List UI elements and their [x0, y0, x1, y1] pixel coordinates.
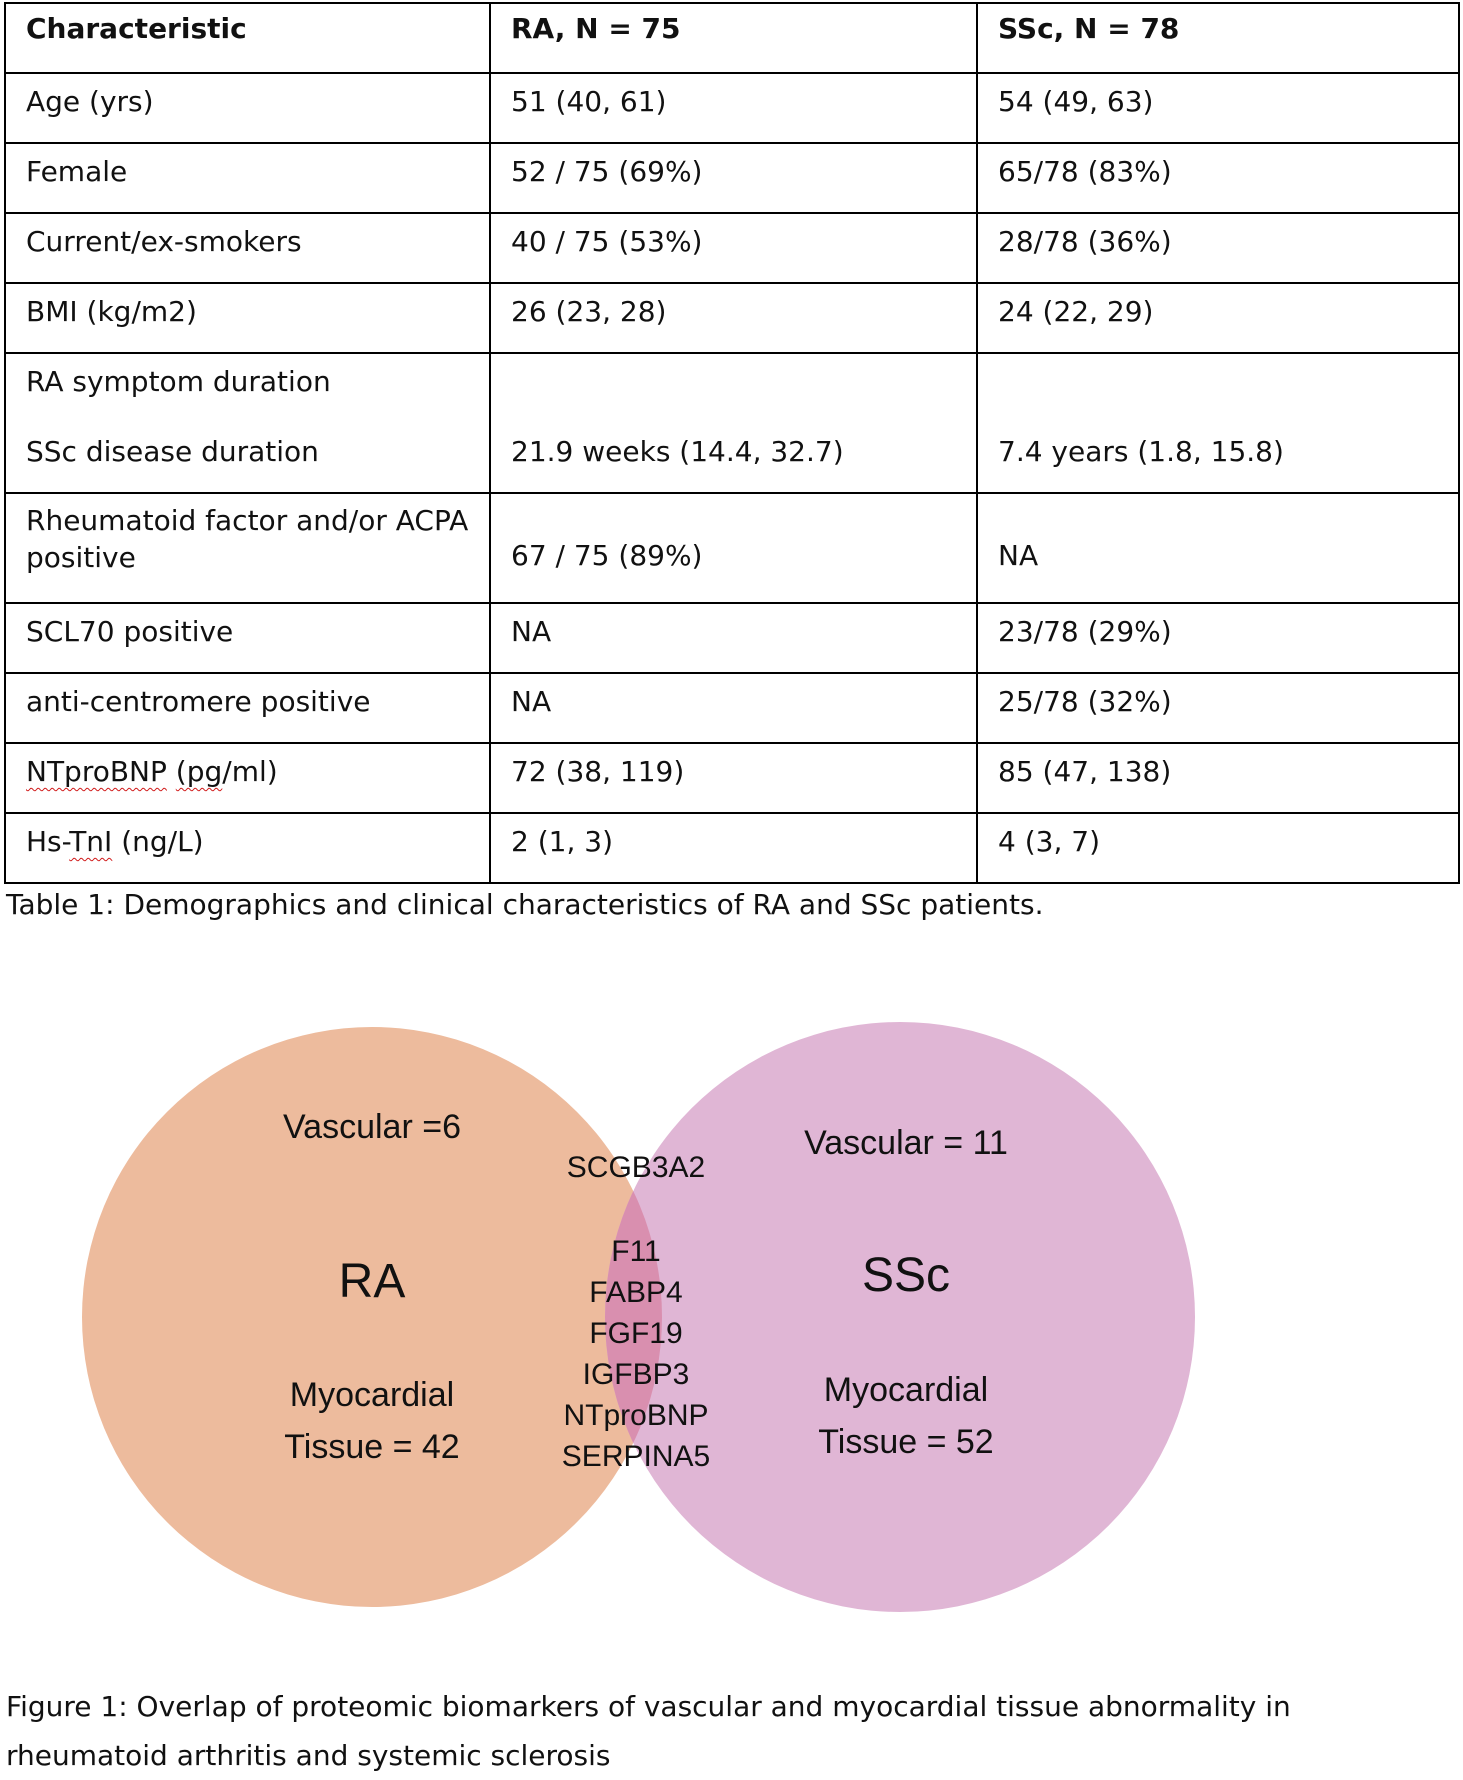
row-label-rest: /ml) [222, 755, 278, 788]
spellcheck-word: NTproBNP [26, 755, 167, 788]
overlap-biomarker: SCGB3A2 [566, 1151, 706, 1184]
row-ssc-value: 24 (22, 29) [977, 283, 1459, 353]
row-ra-value: 72 (38, 119) [490, 743, 977, 813]
table-row [5, 213, 1459, 283]
row-label: anti-centromere positive [5, 673, 490, 743]
header-ra: RA, N = 75 [490, 3, 977, 73]
header-ssc: SSc, N = 78 [977, 3, 1459, 73]
row-ssc-value: 85 (47, 138) [977, 743, 1459, 813]
ra-vascular-count: Vascular =6 [283, 1108, 461, 1146]
row-label-space [167, 755, 176, 788]
characteristics-table [4, 2, 1460, 884]
row-label: SCL70 positive [5, 603, 490, 673]
row-ssc-value: 25/78 (32%) [977, 673, 1459, 743]
row-ra-value [490, 493, 977, 603]
row-ssc-value: 65/78 (83%) [977, 143, 1459, 213]
row-ssc-value [977, 353, 1459, 493]
row-label [5, 353, 490, 493]
row-ssc-value [977, 493, 1459, 603]
overlap-biomarker: F11 [611, 1235, 661, 1268]
ra-myocardial-line2: Tissue = 42 [284, 1428, 460, 1466]
row-ssc-value: 28/78 (36%) [977, 213, 1459, 283]
ssc-title: SSc [861, 1249, 951, 1302]
row-label [5, 493, 490, 603]
figure-caption-line1: Figure 1: Overlap of proteomic biomarkers of vascular and myocardial tissue abnormality in [6, 1690, 1291, 1723]
table-row [5, 603, 1459, 673]
row-label: Age (yrs) [5, 73, 490, 143]
figure-caption-line2: rheumatoid arthritis and systemic sclerosis [6, 1739, 611, 1772]
ssc-myocardial-line2: Tissue = 52 [818, 1423, 994, 1461]
table-caption: Table 1: Demographics and clinical characteristics of RA and SSc patients. [6, 888, 1044, 921]
row-ra-value: 2 (1, 3) [490, 813, 977, 883]
row-ra-value: 26 (23, 28) [490, 283, 977, 353]
row-label-line1: RA symptom duration [26, 365, 331, 398]
header-characteristic: Characteristic [5, 3, 490, 73]
ssc-myocardial-line1: Myocardial [823, 1371, 989, 1409]
row-ra-value: 52 / 75 (69%) [490, 143, 977, 213]
ssc-circle [605, 1022, 1195, 1612]
table-row [5, 673, 1459, 743]
row-ra-text: 67 / 75 (89%) [511, 539, 703, 572]
overlap-biomarker: SERPINA5 [561, 1440, 711, 1473]
ra-title: RA [338, 1255, 406, 1308]
overlap-biomarker: FGF19 [589, 1317, 683, 1350]
venn-diagram [0, 950, 1463, 1670]
table-row [5, 73, 1459, 143]
row-label-line2: SSc disease duration [26, 435, 319, 468]
overlap-biomarker: IGFBP3 [582, 1358, 690, 1391]
row-ra-value: 51 (40, 61) [490, 73, 977, 143]
row-label-line1: Rheumatoid factor and/or ACPA [26, 504, 469, 537]
table-header-row [5, 3, 1459, 73]
row-ssc-value: 4 (3, 7) [977, 813, 1459, 883]
row-ra-text: 21.9 weeks (14.4, 32.7) [511, 435, 844, 468]
table-row [5, 353, 1459, 493]
table-row [5, 743, 1459, 813]
row-ssc-text: NA [998, 539, 1039, 572]
row-ssc-value: 54 (49, 63) [977, 73, 1459, 143]
overlap-biomarker: FABP4 [589, 1276, 683, 1309]
row-label [5, 743, 490, 813]
row-ra-value: NA [490, 603, 977, 673]
ssc-vascular-count: Vascular = 11 [804, 1124, 1008, 1162]
row-label-rest: (ng/L) [112, 825, 204, 858]
row-label-line2: positive [26, 541, 136, 574]
ra-myocardial-line1: Myocardial [289, 1376, 455, 1414]
row-ssc-text: 7.4 years (1.8, 15.8) [998, 435, 1284, 468]
row-label: Current/ex-smokers [5, 213, 490, 283]
row-label: Female [5, 143, 490, 213]
overlap-biomarker: NTproBNP [563, 1399, 709, 1432]
row-label [5, 813, 490, 883]
spellcheck-word: TnI [69, 825, 113, 858]
table-row [5, 143, 1459, 213]
table-row [5, 813, 1459, 883]
row-ra-value: 40 / 75 (53%) [490, 213, 977, 283]
figure-caption [6, 1682, 1446, 1780]
row-label: BMI (kg/m2) [5, 283, 490, 353]
row-ra-value [490, 353, 977, 493]
row-ra-value: NA [490, 673, 977, 743]
row-label-prefix: Hs- [26, 825, 70, 858]
row-ssc-value: 23/78 (29%) [977, 603, 1459, 673]
table-row [5, 283, 1459, 353]
table-row [5, 493, 1459, 603]
spellcheck-word: (pg [175, 755, 223, 788]
